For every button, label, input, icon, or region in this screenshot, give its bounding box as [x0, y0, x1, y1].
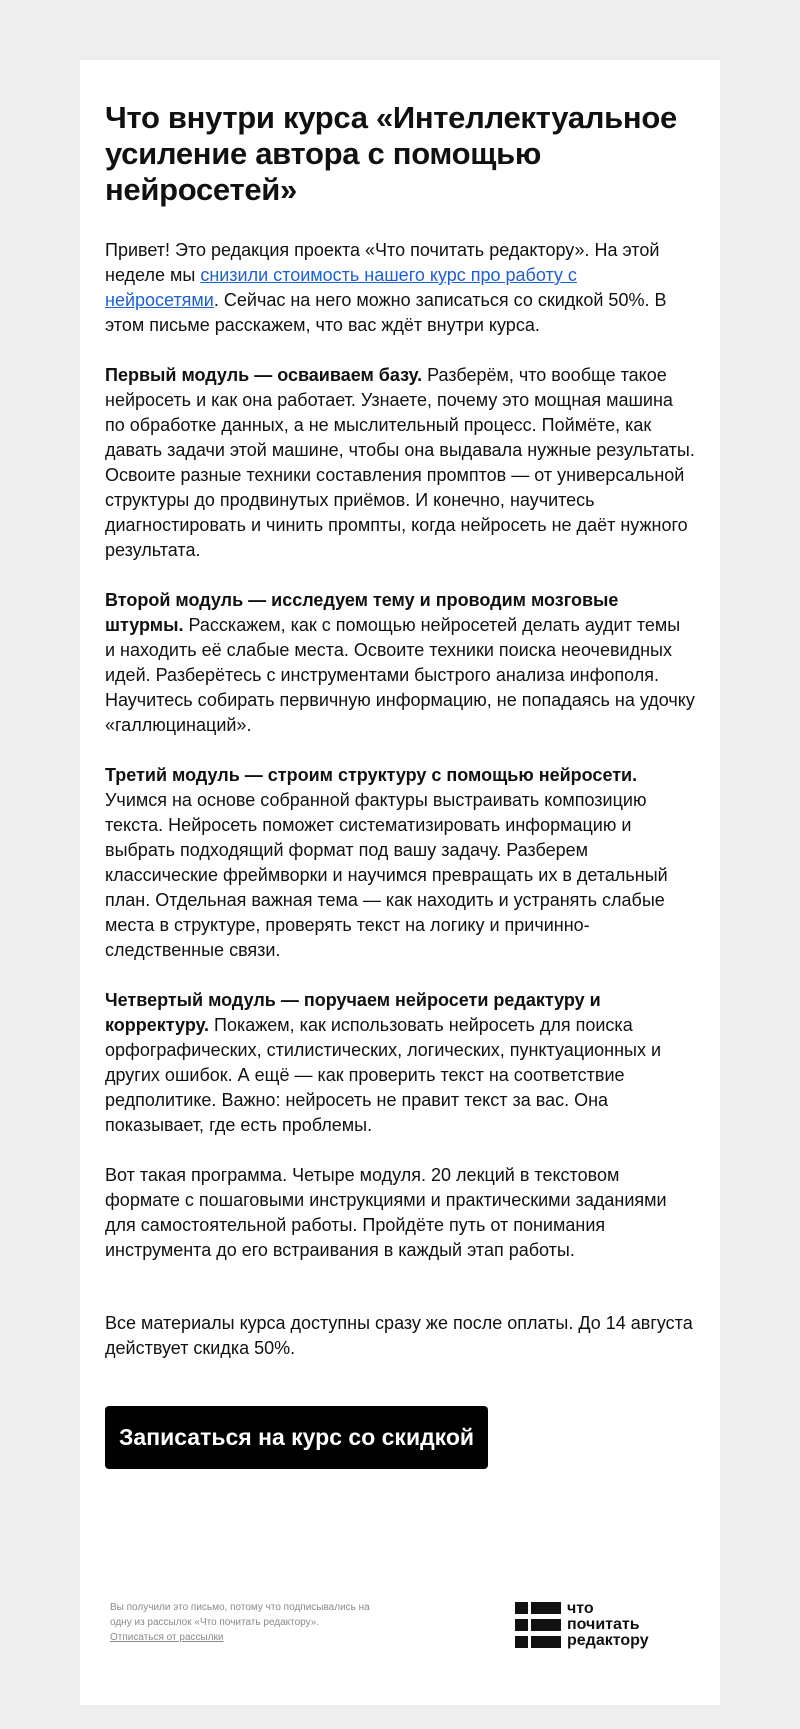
module-4-paragraph: [105, 988, 695, 1138]
module-4-heading: Четвертый модуль — поручаем нейросети редактуру и корректуру.: [105, 990, 601, 1035]
intro-text-start: Привет! Это редакция проекта «Что почитать редактору». На этой неделе мы: [105, 240, 660, 285]
email-title: Что внутри курса «Интеллектуальное усиление автора с помощью нейросетей»: [105, 100, 677, 207]
module-4-text: Покажем, как использовать нейросеть для поиска орфографических, стилистических, логических, пунктуационных и других ошибок. А ещё — как проверить текст на соответствие редполитике. Важно: нейросеть не правит текст за вас. Она показывает, где есть проблемы.: [105, 1015, 662, 1135]
module-1-heading: Первый модуль — осваиваем базу.: [105, 365, 423, 385]
intro-paragraph: [105, 238, 695, 338]
footer-notice-block: [110, 1600, 390, 1645]
brand-logo[interactable]: [515, 1602, 695, 1654]
intro-text-end: . Сейчас на него можно записаться со скидкой 50%. В этом письме расскажем, что вас ждёт внутри курса.: [105, 290, 667, 335]
logo-line-1: что: [567, 1600, 594, 1617]
module-2-text: Расскажем, как с помощью нейросетей делать аудит темы и находить её слабые места. Освоите техники поиска неочевидных идей. Разберётесь с инструментами быстрого анализа инфополя. Научитесь собирать первичную информацию, не попадаясь на удочку «галлюцинаций».: [105, 615, 695, 735]
unsubscribe-link[interactable]: Отписаться от рассылки: [110, 1632, 224, 1643]
logo-line-3: редактору: [567, 1632, 649, 1649]
subscription-notice: Вы получили это письмо, потому что подписывались на одну из рассылок «Что почитать редактору».: [110, 1602, 370, 1628]
summary-paragraph: Вот такая программа. Четыре модуля. 20 лекций в текстовом формате с пошаговыми инструкциями и практическими заданиями для самостоятельной работы. Пройдёте путь от понимания инструмента до его встраивания в каждый этап работы.: [105, 1165, 667, 1260]
course-discount-link[interactable]: снизили стоимость нашего курс про работу с нейросетями: [105, 265, 577, 310]
module-2-heading: Второй модуль — исследуем тему и проводим мозговые штурмы.: [105, 590, 619, 635]
module-1-paragraph: [105, 363, 695, 563]
stacked-bars-logo-icon: [515, 1602, 561, 1650]
enroll-discount-button[interactable]: Записаться на курс со скидкой: [105, 1406, 488, 1469]
module-3-paragraph: [105, 763, 695, 963]
module-1-text: Разберём, что вообще такое нейросеть и как она работает. Узнаете, почему это мощная машина по обработке данных, а не мыслительный процесс. Поймёте, как давать задачи этой машине, чтобы она выдавала нужные результаты. Освоите разные техники составления промптов — от универсальной структуры до продвинутых приёмов. И конечно, научитесь диагностировать и чинить промпты, когда нейросеть не даёт нужного результата.: [105, 365, 695, 560]
module-3-heading: Третий модуль — строим структуру с помощью нейросети.: [105, 765, 638, 785]
module-3-text: Учимся на основе собранной фактуры выстраивать композицию текста. Нейросеть поможет систематизировать информацию и выбрать подходящий формат под вашу задачу. Разберем классические фреймворки и научимся превращать их в детальный план. Отдельная важная тема — как находить и устранять слабые места в структуре, проверять текст на логику и причинно-следственные связи.: [105, 790, 668, 960]
email-footer: [110, 1600, 690, 1660]
availability-paragraph: Все материалы курса доступны сразу же после оплаты. До 14 августа действует скидка 50%.: [105, 1313, 693, 1358]
email-content: [105, 100, 695, 1469]
logo-wordmark: [567, 1601, 649, 1649]
module-2-paragraph: [105, 588, 695, 738]
logo-line-2: почитать: [567, 1616, 640, 1633]
email-card: [80, 60, 720, 1705]
